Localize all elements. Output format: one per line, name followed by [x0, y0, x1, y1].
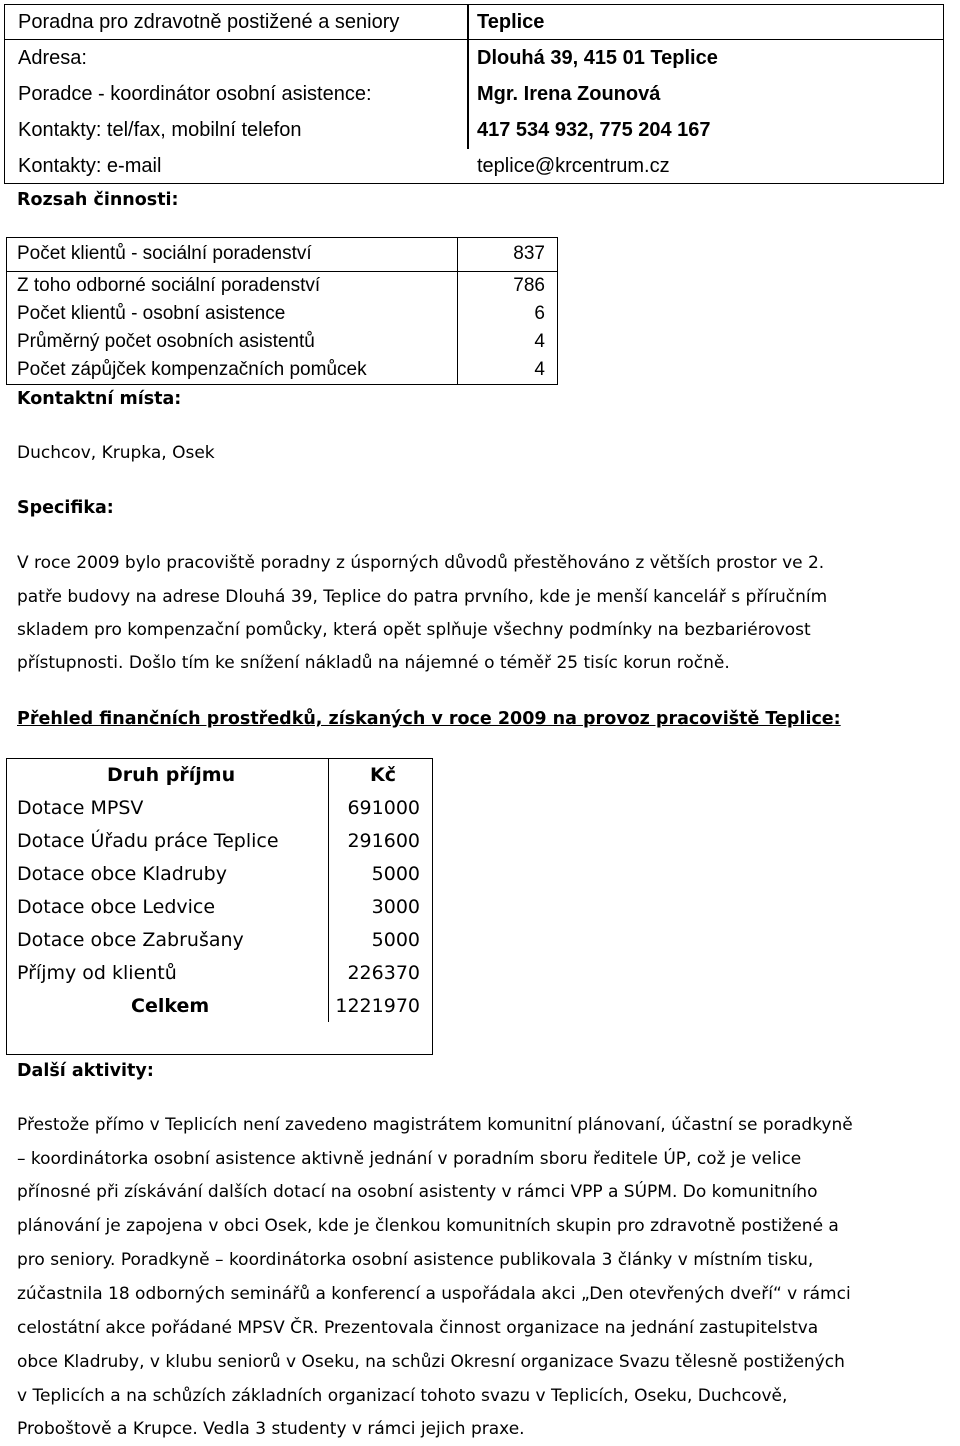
- finance-row-label: Dotace obce Zabrušany: [17, 929, 244, 951]
- stats-value-loans: 4: [534, 359, 545, 380]
- stats-row-divider: [7, 271, 557, 272]
- finance-total-value: 1221970: [335, 995, 420, 1017]
- activities-line: – koordinátorka osobní asistence aktivně jednání v poradním sboru ředitele ÚP, což je velice: [17, 1149, 802, 1169]
- finance-row-label: Dotace obce Kladruby: [17, 863, 227, 885]
- specifics-heading: Specifika:: [17, 498, 114, 518]
- finance-row-value: 5000: [371, 863, 420, 885]
- specifics-line: přístupnosti. Došlo tím ke snížení nákladů na nájemné o téměř 25 tisíc korun ročně.: [17, 653, 730, 673]
- finance-row-label: Příjmy od klientů: [17, 962, 177, 984]
- finance-row-value: 691000: [347, 797, 420, 819]
- info-label-organization: Poradna pro zdravotně postižené a seniory: [18, 11, 400, 33]
- activities-line: v Teplicích a na schůzích základních organizací tohoto svazu v Teplicích, Oseku, Duchcově,: [17, 1386, 788, 1406]
- info-table-divider: [467, 5, 469, 149]
- finance-col-amount: Kč: [370, 764, 396, 786]
- info-label-email: Kontakty: e-mail: [18, 155, 162, 177]
- activities-line: zúčastnila 18 odborných seminářů a konferencí a uspořádala akci „Den otevřených dveří“ v rámci: [17, 1284, 851, 1304]
- info-value-advisor: Mgr. Irena Zounová: [477, 83, 661, 105]
- info-label-address: Adresa:: [18, 47, 87, 69]
- info-value-address: Dlouhá 39, 415 01 Teplice: [477, 47, 718, 69]
- scope-heading: Rozsah činnosti:: [17, 190, 179, 210]
- stats-label-clients-counseling: Počet klientů - sociální poradenství: [17, 243, 312, 264]
- stats-value-clients-counseling: 837: [513, 243, 545, 264]
- stats-label-loans: Počet zápůjček kompenzačních pomůcek: [17, 359, 367, 380]
- stats-value-clients-assistance: 6: [534, 303, 545, 324]
- stats-value-professional-counseling: 786: [513, 275, 545, 296]
- activities-line: plánování je zapojena v obci Osek, kde je členkou komunitních skupin pro zdravotně postižené a: [17, 1216, 839, 1236]
- finance-total-label: Celkem: [131, 995, 210, 1017]
- stats-table-divider: [457, 238, 458, 384]
- stats-label-professional-counseling: Z toho odborné sociální poradenství: [17, 275, 321, 296]
- contacts-heading: Kontaktní místa:: [17, 389, 182, 409]
- activities-line: obce Kladruby, v klubu seniorů v Oseku, na schůzi Okresní organizace Svazu tělesně postižených: [17, 1352, 845, 1372]
- stats-value-avg-assistants: 4: [534, 331, 545, 352]
- stats-label-clients-assistance: Počet klientů - osobní asistence: [17, 303, 286, 324]
- info-row-divider: [5, 39, 943, 40]
- finance-heading: Přehled finančních prostředků, získaných v roce 2009 na provoz pracoviště Teplice:: [17, 709, 841, 729]
- contacts-places: Duchcov, Krupka, Osek: [17, 443, 215, 463]
- specifics-line: patře budovy na adrese Dlouhá 39, Teplice do patra prvního, kde je menší kancelář s příručním: [17, 587, 828, 607]
- finance-row-label: Dotace Úřadu práce Teplice: [17, 830, 279, 852]
- info-table: [4, 4, 944, 184]
- specifics-line: skladem pro kompenzační pomůcky, která opět splňuje všechny podmínky na bezbariérovost: [17, 620, 811, 640]
- activities-line: Přestože přímo v Teplicích není zavedeno magistrátem komunitní plánovaní, účastní se poradkyně: [17, 1115, 853, 1135]
- activities-line: přínosné při získávání dalších dotací na osobní asistenty v rámci VPP a SÚPM. Do komunitního: [17, 1182, 818, 1202]
- activities-line: Proboštově a Krupce. Vedla 3 studenty v rámci jejich praxe.: [17, 1419, 525, 1439]
- info-value-city: Teplice: [477, 11, 545, 33]
- activities-line: celostátní akce pořádané MPSV ČR. Prezentovala činnost organizace na jednání zastupitelstva: [17, 1318, 819, 1338]
- finance-row-value: 291600: [347, 830, 420, 852]
- finance-row-value: 226370: [347, 962, 420, 984]
- finance-row-value: 3000: [371, 896, 420, 918]
- finance-row-value: 5000: [371, 929, 420, 951]
- info-value-phone: 417 534 932, 775 204 167: [477, 119, 711, 141]
- stats-table: [6, 237, 558, 385]
- info-label-advisor: Poradce - koordinátor osobní asistence:: [18, 83, 372, 105]
- finance-table-divider: [328, 759, 329, 1022]
- specifics-line: V roce 2009 bylo pracoviště poradny z úsporných důvodů přestěhováno z větších prostor ve 2.: [17, 553, 825, 573]
- finance-row-label: Dotace MPSV: [17, 797, 144, 819]
- finance-col-type: Druh příjmu: [107, 764, 236, 786]
- info-value-email[interactable]: teplice@krcentrum.cz: [477, 155, 670, 177]
- finance-table: [6, 758, 433, 1055]
- activities-line: pro seniory. Poradkyně – koordinátorka osobní asistence publikovala 3 články v místním tisku,: [17, 1250, 814, 1270]
- activities-heading: Další aktivity:: [17, 1061, 154, 1081]
- info-label-phone: Kontakty: tel/fax, mobilní telefon: [18, 119, 302, 141]
- finance-row-label: Dotace obce Ledvice: [17, 896, 216, 918]
- stats-label-avg-assistants: Průměrný počet osobních asistentů: [17, 331, 315, 352]
